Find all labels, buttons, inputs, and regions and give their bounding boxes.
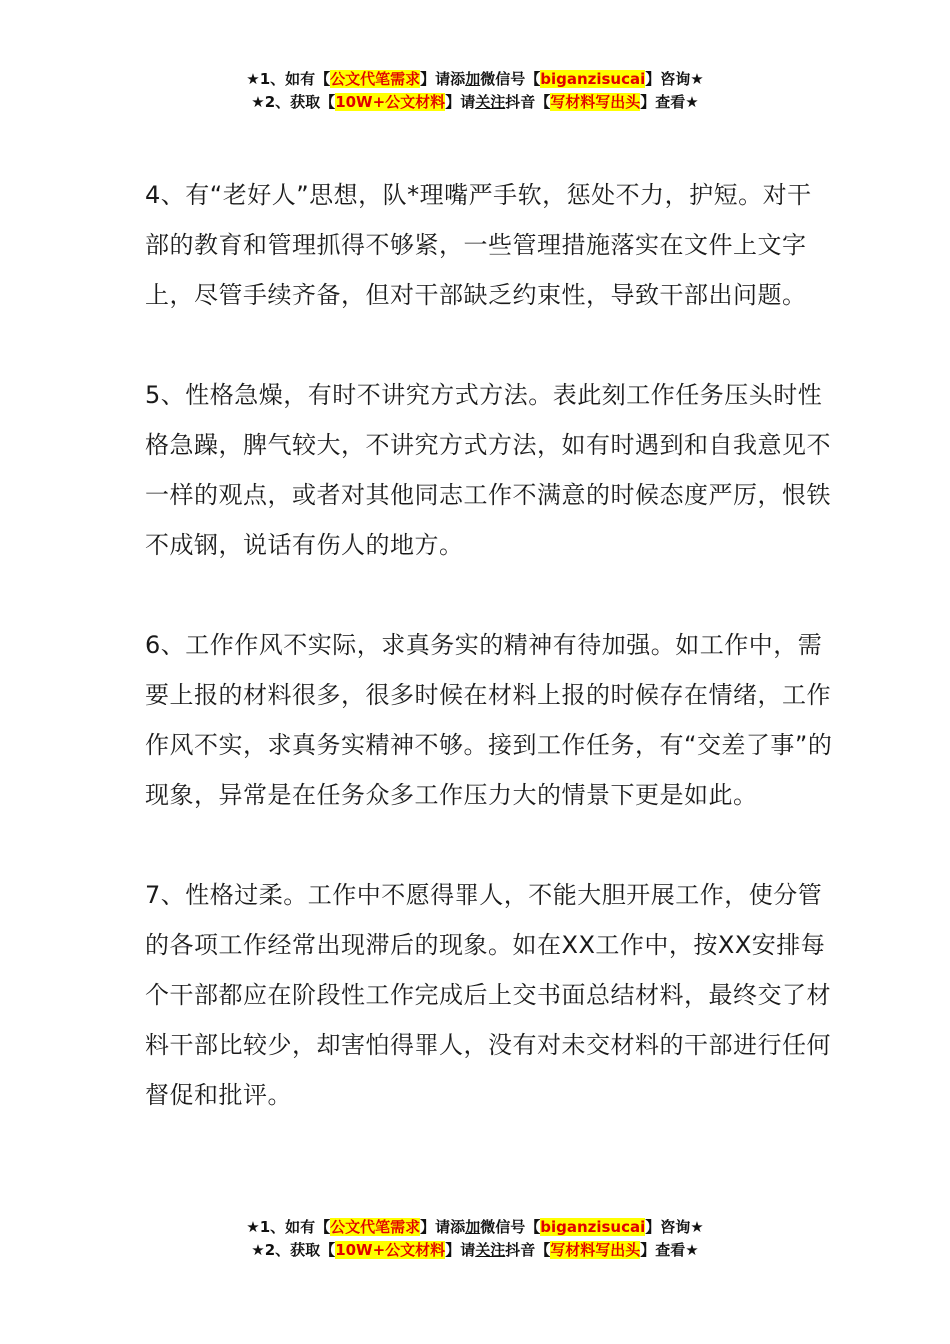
- highlight-service: 公文代笔需求: [330, 1218, 421, 1236]
- document-body: [145, 170, 835, 1170]
- banner-text: ★1、如有【: [246, 70, 331, 88]
- banner-text: ★2、获取【: [251, 93, 336, 111]
- highlight-douyin-account: 写材料写出头: [550, 1241, 641, 1259]
- banner-text-underlined: 关注: [475, 1241, 506, 1259]
- highlight-materials: 10W+公文材料: [335, 1241, 446, 1259]
- banner-text: 】查看★: [640, 1241, 699, 1259]
- banner-text: 】查看★: [640, 93, 699, 111]
- banner-text: ★1、如有【: [246, 1218, 331, 1236]
- banner-text-underlined: 加: [465, 70, 481, 88]
- banner-text: 抖音【: [505, 1241, 551, 1259]
- banner-line-2: [0, 1239, 950, 1262]
- banner-text: 】请添: [420, 70, 466, 88]
- highlight-wechat-id: biganzisucai: [540, 1218, 646, 1236]
- banner-line-1: [0, 68, 950, 91]
- banner-line-2: [0, 91, 950, 114]
- banner-text: 】请: [445, 1241, 476, 1259]
- paragraph-5: 5、性格急燥，有时不讲究方式方法。表此刻工作任务压头时性格急躁，脾气较大，不讲究方式方法，如有时遇到和自我意见不一样的观点，或者对其他同志工作不满意的时候态度严厉，恨铁不成钢，说话有伤人的地方。: [145, 381, 831, 559]
- paragraph-4: 4、有“老好人”思想，队*理嘴严手软，惩处不力，护短。对干部的教育和管理抓得不够紧，一些管理措施落实在文件上文字上，尽管手续齐备，但对干部缺乏约束性，导致干部出问题。: [145, 181, 812, 309]
- banner-text-underlined: 关注: [475, 93, 506, 111]
- banner-text-underlined: 加: [465, 1218, 481, 1236]
- paragraph-6: 6、工作作风不实际，求真务实的精神有待加强。如工作中，需要上报的材料很多，很多时候在材料上报的时候存在情绪，工作作风不实，求真务实精神不够。接到工作任务，有“交差了事”的现象，异常是在任务众多工作压力大的情景下更是如此。: [145, 631, 833, 809]
- highlight-douyin-account: 写材料写出头: [550, 93, 641, 111]
- banner-text: ★2、获取【: [251, 1241, 336, 1259]
- banner-text: 微信号【: [480, 70, 541, 88]
- banner-text: 】请添: [420, 1218, 466, 1236]
- highlight-materials: 10W+公文材料: [335, 93, 446, 111]
- header-banner: [0, 68, 950, 114]
- banner-text: 】请: [445, 93, 476, 111]
- banner-text: 微信号【: [480, 1218, 541, 1236]
- highlight-wechat-id: biganzisucai: [540, 70, 646, 88]
- banner-text: 抖音【: [505, 93, 551, 111]
- banner-text: 】咨询★: [645, 70, 704, 88]
- paragraph-7: 7、性格过柔。工作中不愿得罪人，不能大胆开展工作，使分管的各项工作经常出现滞后的现象。如在XX工作中，按XX安排每个干部都应在阶段性工作完成后上交书面总结材料，最终交了材料干部比较少，却害怕得罪人，没有对未交材料的干部进行任何督促和批评。: [145, 881, 831, 1109]
- highlight-service: 公文代笔需求: [330, 70, 421, 88]
- banner-text: 】咨询★: [645, 1218, 704, 1236]
- footer-banner: [0, 1216, 950, 1262]
- banner-line-1: [0, 1216, 950, 1239]
